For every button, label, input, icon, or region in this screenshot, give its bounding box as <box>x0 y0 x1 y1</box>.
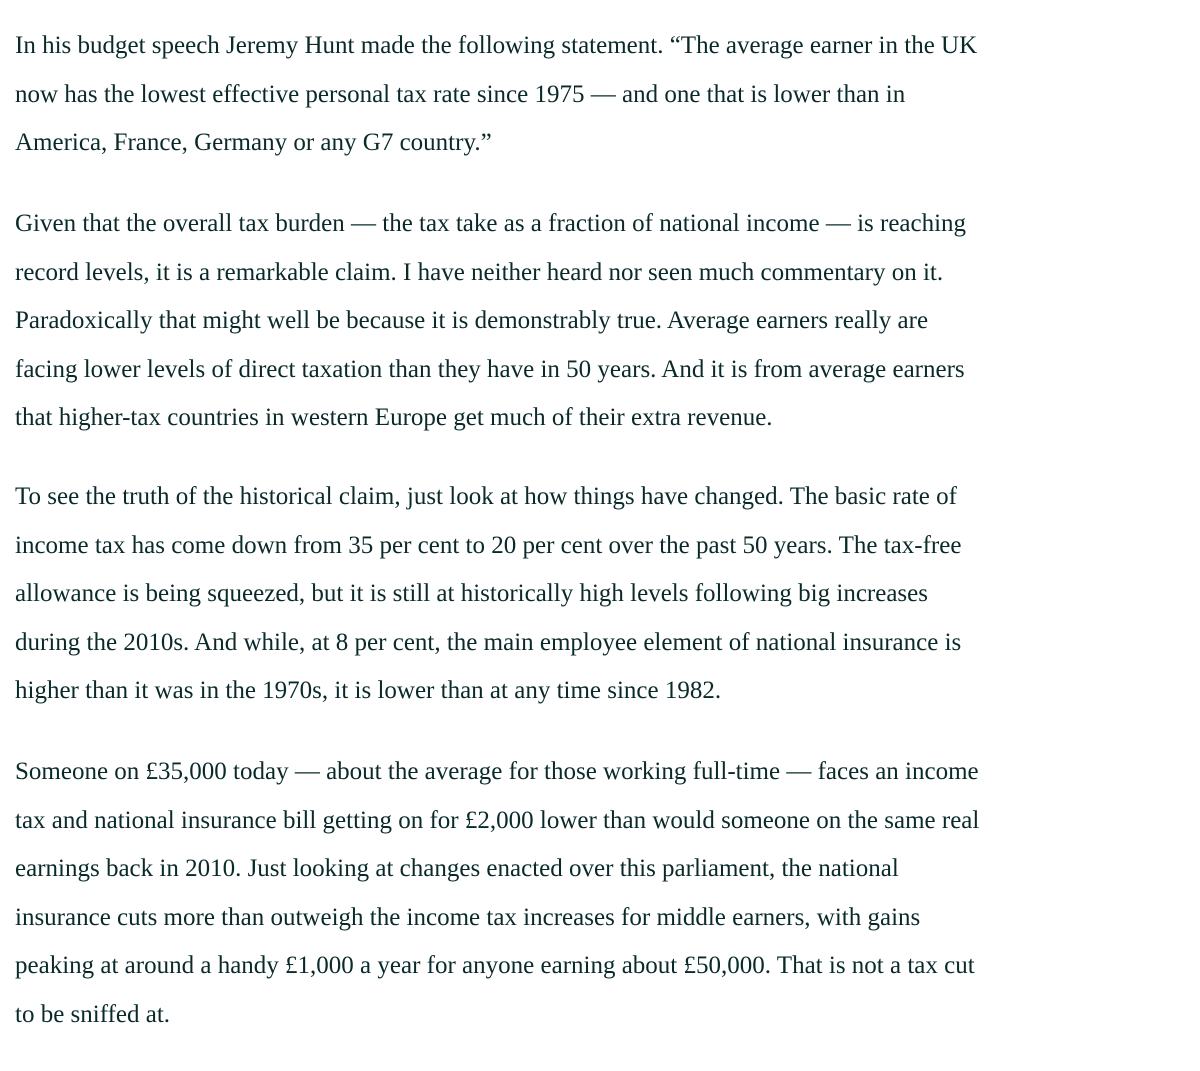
paragraph-line: allowance is being squeezed, but it is still at historically high levels following big increases <box>15 580 928 607</box>
paragraph-line: facing lower levels of direct taxation than they have in 50 years. And it is from average earners <box>15 355 965 383</box>
paragraph-1 <box>15 22 1195 168</box>
paragraph-4 <box>15 748 1195 1039</box>
paragraph-line: tax and national insurance bill getting on for £2,000 lower than would someone on the same real <box>15 806 980 834</box>
paragraph-line: record levels, it is a remarkable claim. I have neither heard nor seen much commentary on it. <box>15 258 944 286</box>
paragraph-line: during the 2010s. And while, at 8 per cent, the main employee element of national insurance is <box>15 628 962 656</box>
paragraph-line: that higher-tax countries in western Europe get much of their extra revenue. <box>15 404 773 431</box>
paragraph-line: to be sniffed at. <box>15 1000 171 1028</box>
paragraph-line: Paradoxically that might well be because it is demonstrably true. Average earners really are <box>15 307 929 334</box>
paragraph-line: now has the lowest effective personal tax rate since 1975 — and one that is lower than in <box>15 80 906 108</box>
paragraph-2 <box>15 200 1195 443</box>
paragraph-line: insurance cuts more than outweigh the income tax increases for middle earners, with gains <box>15 903 921 931</box>
paragraph-line: Given that the overall tax burden — the tax take as a fraction of national income — is reaching <box>15 210 967 237</box>
paragraph-line: America, France, Germany or any G7 country.” <box>15 129 492 156</box>
paragraph-line: peaking at around a handy £1,000 a year for anyone earning about £50,000. That is not a tax cut <box>15 952 975 979</box>
paragraph-line: To see the truth of the historical claim, just look at how things have changed. The basic rate of <box>15 483 957 510</box>
paragraph-line: income tax has come down from 35 per cent to 20 per cent over the past 50 years. The tax-free <box>15 531 962 559</box>
paragraph-line: Someone on £35,000 today — about the average for those working full-time — faces an income <box>15 758 979 785</box>
paragraph-line: earnings back in 2010. Just looking at changes enacted over this parliament, the national <box>15 855 899 882</box>
paragraph-line: In his budget speech Jeremy Hunt made the following statement. “The average earner in the UK <box>15 32 978 59</box>
paragraph-3 <box>15 473 1195 716</box>
paragraph-line: higher than it was in the 1970s, it is lower than at any time since 1982. <box>15 677 722 704</box>
